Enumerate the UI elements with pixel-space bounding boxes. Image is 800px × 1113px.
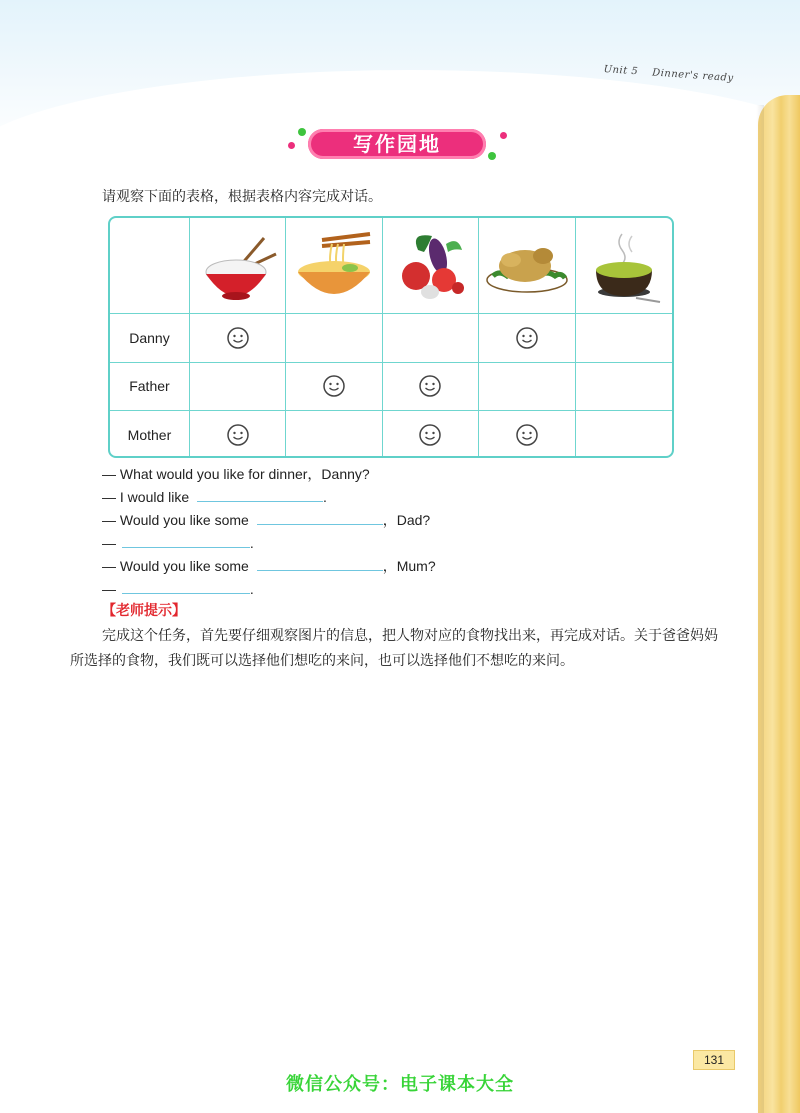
dialog-text: I would like bbox=[119, 489, 190, 505]
noodles-icon bbox=[292, 226, 376, 306]
dialog-dash: — bbox=[102, 558, 116, 574]
page-shadow bbox=[756, 105, 764, 1113]
smiley-icon bbox=[418, 423, 442, 447]
table-header-row bbox=[110, 218, 672, 314]
preference-cell bbox=[383, 314, 479, 363]
food-cell bbox=[383, 218, 479, 314]
table-corner-cell bbox=[110, 218, 190, 314]
dialog-dash: — bbox=[102, 466, 116, 482]
preference-cell bbox=[286, 314, 382, 363]
dialog-line-3 bbox=[102, 510, 430, 530]
preference-cell bbox=[286, 411, 382, 458]
preference-cell bbox=[576, 314, 672, 363]
dialog-dash: — bbox=[102, 535, 116, 551]
row-name: Danny bbox=[110, 314, 190, 363]
banner-dot bbox=[298, 128, 306, 136]
food-preference-table bbox=[108, 216, 674, 458]
dialog-text: ，Mum? bbox=[382, 558, 436, 574]
table-row-father bbox=[110, 363, 672, 412]
rice-icon bbox=[196, 226, 280, 306]
answer-blank[interactable] bbox=[257, 510, 383, 525]
answer-blank[interactable] bbox=[122, 579, 250, 594]
banner-dot bbox=[288, 142, 295, 149]
watermark: 微信公众号：电子课本大全 bbox=[286, 1074, 514, 1095]
food-cell bbox=[576, 218, 672, 314]
dialog-line-4 bbox=[102, 533, 254, 551]
dialog-dash: — bbox=[102, 512, 116, 528]
dialog-text: Would you like some bbox=[119, 558, 249, 574]
dialog-text: . bbox=[323, 489, 327, 505]
answer-blank[interactable] bbox=[257, 556, 383, 571]
preference-cell bbox=[479, 363, 575, 412]
preference-cell bbox=[479, 314, 575, 363]
dialog-line-2 bbox=[102, 487, 327, 505]
row-name: Mother bbox=[110, 411, 190, 458]
dialog-line-5 bbox=[102, 556, 436, 576]
preference-cell bbox=[190, 314, 286, 363]
dialog-text: . bbox=[249, 535, 254, 551]
preference-cell bbox=[190, 411, 286, 458]
unit-label: Unit 5 bbox=[603, 64, 639, 78]
dialog-line-1 bbox=[102, 464, 370, 484]
smiley-icon bbox=[515, 326, 539, 350]
table-row-mother bbox=[110, 411, 672, 458]
smiley-icon bbox=[226, 326, 250, 350]
smiley-icon bbox=[226, 423, 250, 447]
banner-dot bbox=[488, 152, 496, 160]
smiley-icon bbox=[322, 374, 346, 398]
food-cell bbox=[479, 218, 575, 314]
preference-cell bbox=[286, 363, 382, 412]
banner-dot bbox=[500, 132, 507, 139]
food-cell bbox=[190, 218, 286, 314]
preference-cell bbox=[383, 411, 479, 458]
chicken-icon bbox=[485, 226, 569, 306]
smiley-icon bbox=[515, 423, 539, 447]
food-cell bbox=[286, 218, 382, 314]
dialog-text: Would you like some bbox=[119, 512, 249, 528]
row-name: Father bbox=[110, 363, 190, 412]
dialog-text: What would you like for dinner，Danny? bbox=[119, 466, 370, 482]
dialog-dash: — bbox=[102, 489, 116, 505]
section-banner bbox=[288, 126, 510, 162]
page-number: 131 bbox=[693, 1050, 735, 1070]
dialog-text: . bbox=[249, 581, 254, 597]
teacher-tip-body: 完成这个任务，首先要仔细观察图片的信息，把人物对应的食物找出来，再完成对话。关于爸爸妈妈所选择的食物，我们既可以选择他们想吃的来问，也可以选择他们不想吃的来问。 bbox=[70, 628, 718, 669]
unit-title: Dinner's ready bbox=[651, 67, 734, 85]
preference-cell bbox=[479, 411, 575, 458]
instruction-text: 请观察下面的表格，根据表格内容完成对话。 bbox=[102, 189, 382, 205]
section-title: 写作园地 bbox=[353, 132, 441, 156]
answer-blank[interactable] bbox=[122, 533, 250, 548]
preference-cell bbox=[190, 363, 286, 412]
dialog-line-6 bbox=[102, 579, 254, 597]
answer-blank[interactable] bbox=[197, 487, 323, 502]
preference-cell bbox=[383, 363, 479, 412]
dialog-dash: — bbox=[102, 581, 116, 597]
preference-cell bbox=[576, 411, 672, 458]
preference-cell bbox=[576, 363, 672, 412]
teacher-tip-title: 【老师提示】 bbox=[102, 603, 186, 619]
book-page-edge bbox=[758, 95, 800, 1113]
soup-icon bbox=[582, 226, 666, 306]
table-row-danny bbox=[110, 314, 672, 363]
vegetables-icon bbox=[388, 226, 472, 306]
smiley-icon bbox=[418, 374, 442, 398]
dialog-text: ，Dad? bbox=[382, 512, 431, 528]
